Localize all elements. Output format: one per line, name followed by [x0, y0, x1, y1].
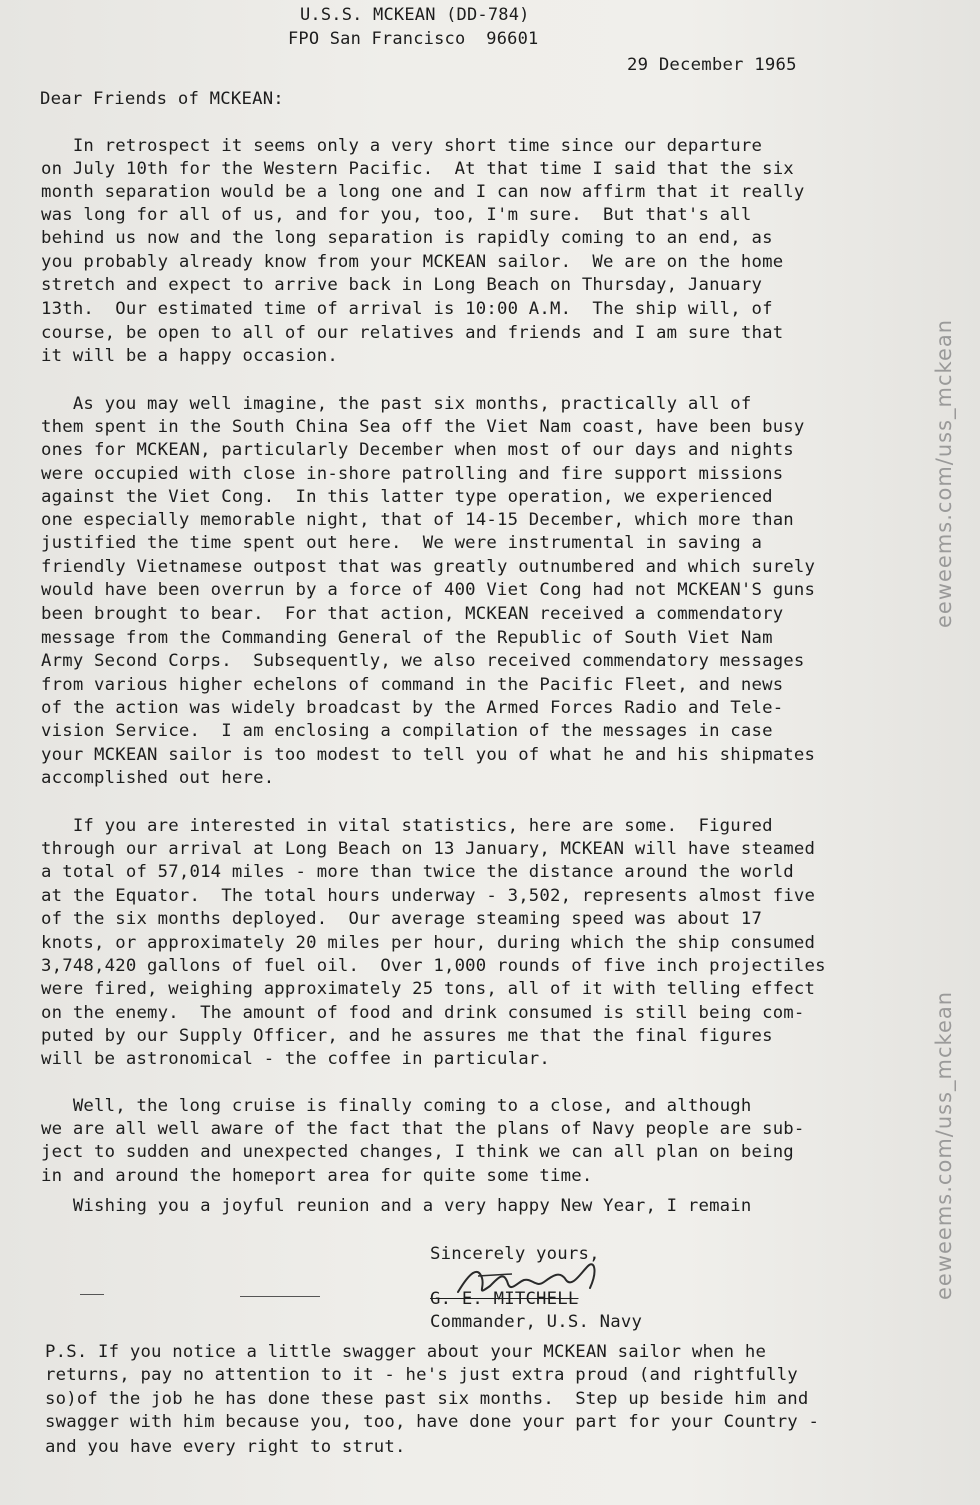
paragraph-line: course, be open to all of our relatives and friends and I am sure that	[41, 323, 784, 343]
paragraph-line: In retrospect it seems only a very short time since our departure	[41, 136, 763, 156]
paragraph-line: justified the time spent out here. We were instrumental in saving a	[41, 533, 763, 553]
paragraph-line: of the action was widely broadcast by the Armed Forces Radio and Tele-	[41, 698, 784, 718]
paragraph-line: stretch and expect to arrive back in Long Beach on Thursday, January	[41, 275, 763, 295]
watermark-text: eeweems.com/uss_mckean	[932, 318, 956, 628]
salutation: Dear Friends of MCKEAN:	[40, 89, 284, 109]
signature-dash	[80, 1294, 104, 1295]
paragraph-line: will be astronomical - the coffee in particular.	[41, 1049, 551, 1069]
paragraph-line: you probably already know from your MCKEAN sailor. We are on the home	[41, 252, 784, 272]
paragraph-line: As you may well imagine, the past six months, practically all of	[41, 394, 752, 414]
paragraph-line: them spent in the South China Sea off the Viet Nam coast, have been busy	[41, 417, 805, 437]
paragraph-line: friendly Vietnamese outpost that was greatly outnumbered and which surely	[41, 557, 816, 577]
signer-title: Commander, U.S. Navy	[430, 1312, 643, 1332]
signature-dash	[240, 1296, 320, 1297]
closing: Sincerely yours,	[430, 1244, 600, 1264]
paragraph-line: month separation would be a long one and I can now affirm that it really	[41, 182, 805, 202]
paragraph-line: Army Second Corps. Subsequently, we also received commendatory messages	[41, 651, 805, 671]
paragraph-line: from various higher echelons of command in the Pacific Fleet, and news	[41, 675, 784, 695]
letter-date: 29 December 1965	[627, 55, 797, 75]
ship-address: FPO San Francisco 96601	[288, 29, 539, 49]
paragraph-line: it will be a happy occasion.	[41, 346, 338, 366]
paragraph-line: If you are interested in vital statistics, here are some. Figured	[41, 816, 773, 836]
signer-name: G. E. MITCHELL	[430, 1289, 579, 1309]
paragraph-line: 13th. Our estimated time of arrival is 10:00 A.M. The ship will, of	[41, 299, 773, 319]
paragraph-line: through our arrival at Long Beach on 13 January, MCKEAN will have steamed	[41, 839, 816, 859]
paragraph-line: knots, or approximately 20 miles per hour, during which the ship consumed	[41, 933, 816, 953]
paragraph-line: would have been overrun by a force of 400 Viet Cong had not MCKEAN'S guns	[41, 580, 816, 600]
paragraph-line: Well, the long cruise is finally coming to a close, and although	[41, 1096, 752, 1116]
paragraph-line: a total of 57,014 miles - more than twice the distance around the world	[41, 862, 794, 882]
paragraph-line: your MCKEAN sailor is too modest to tell you of what he and his shipmates	[41, 745, 816, 765]
paragraph-line: 3,748,420 gallons of fuel oil. Over 1,000 rounds of five inch projectiles	[41, 956, 826, 976]
paragraph-line: behind us now and the long separation is rapidly coming to an end, as	[41, 228, 773, 248]
paragraph-line: been brought to bear. For that action, MCKEAN received a commendatory	[41, 604, 784, 624]
watermark-text: eeweems.com/uss_mckean	[932, 990, 956, 1300]
paragraph-line: of the six months deployed. Our average steaming speed was about 17	[41, 909, 763, 929]
paragraph-line: were occupied with close in-shore patrolling and fire support missions	[41, 464, 784, 484]
paragraph-line: on July 10th for the Western Pacific. At that time I said that the six	[41, 159, 794, 179]
paragraph-line: one especially memorable night, that of 14-15 December, which more than	[41, 510, 794, 530]
paragraph-line: accomplished out here.	[41, 768, 275, 788]
paragraph-line: ject to sudden and unexpected changes, I think we can all plan on being	[41, 1142, 794, 1162]
paragraph-line: against the Viet Cong. In this latter type operation, we experienced	[41, 487, 773, 507]
paragraph-line: ones for MCKEAN, particularly December when most of our days and nights	[41, 440, 794, 460]
paragraph-line: at the Equator. The total hours underway - 3,502, represents almost five	[41, 886, 816, 906]
postscript-line: P.S. If you notice a little swagger about your MCKEAN sailor when he	[45, 1342, 767, 1362]
postscript-line: swagger with him because you, too, have done your part for your Country -	[45, 1412, 820, 1432]
paragraph-line: on the enemy. The amount of food and drink consumed is still being com-	[41, 1003, 805, 1023]
paragraph-line: we are all well aware of the fact that the plans of Navy people are sub-	[41, 1119, 805, 1139]
postscript-line: and you have every right to strut.	[45, 1437, 406, 1457]
paragraph-line: puted by our Supply Officer, and he assures me that the final figures	[41, 1026, 773, 1046]
paragraph-line: message from the Commanding General of the Republic of South Viet Nam	[41, 628, 773, 648]
paragraph-line: vision Service. I am enclosing a compilation of the messages in case	[41, 721, 773, 741]
paragraph-line: in and around the homeport area for quite some time.	[41, 1166, 593, 1186]
postscript-line: so)of the job he has done these past six months. Step up beside him and	[45, 1389, 809, 1409]
postscript-line: returns, pay no attention to it - he's just extra proud (and rightfully	[45, 1365, 798, 1385]
closing-wish: Wishing you a joyful reunion and a very happy New Year, I remain	[41, 1196, 752, 1216]
ship-name: U.S.S. MCKEAN (DD-784)	[300, 5, 530, 25]
paragraph-line: were fired, weighing approximately 25 tons, all of it with telling effect	[41, 979, 816, 999]
paragraph-line: was long for all of us, and for you, too, I'm sure. But that's all	[41, 205, 752, 225]
